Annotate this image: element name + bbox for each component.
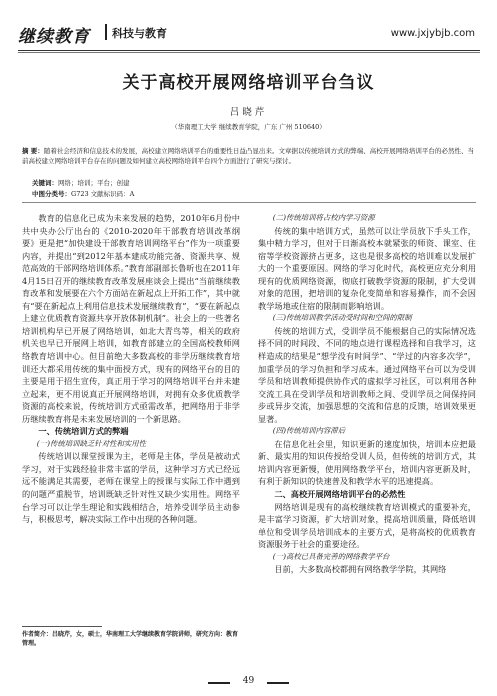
body-paragraph: 传统培训以课堂授课为主，老师是主体，学员是被动式学习，对于实践经验非常丰富的学员，这种学习方式已经远远不能满足其需要，老师在课堂上的授课与实际工作中遇到的问题严重脱节，培训既缺乏针对性又缺少实用性。网络平台学习可以让学生理论和实践相结合，培养受训学员主动参与，积极思考，解决实际工作中出现的各种问题。 (22, 451, 240, 525)
section-heading: 一、传统培训方式的弊端 (38, 426, 129, 437)
page-header (0, 0, 497, 52)
abstract (22, 146, 474, 166)
body-paragraph: 教育的信息化已成为未来发展的趋势，2010年6月份中共中央办公厅出台的《2010-2020年干部教育培训改革纲要》更是把“加快建设干部教育培训网络平台”作为一项重要内容，并提出“到2012年基本建成功能完备、资源共享、规范高效的干部网络培训体系。”教育部副部长鲁昕也在2011年4月15日召开的继续教育改革发展座谈会上提出“当前继续教育改革和发展要在六个方面站在新起点上开拓工作”，其中就有“要在新起点上利用信息技术发展继续教育”，“要在新起点上建立优质教育资源共享开放体制机制”。社会上的一些著名培训机构早已开展了网络培训，如北大青鸟等，相关的政府机关也早已开展网上培训，如教育部建立的全国高校教师网络教育培训中心。但目前绝大多数高校的非学历继续教育培训还大都采用传统的集中面授方式，现有的网络平台的目的主要是用于招生宣传，真正用于学习的网络培训平台并未建立起来，更不用说真正开展网络培训，对拥有众多优质教学资源的高校来说，传统培训方式亟需改革，把网络用于非学历继续教育将是未来发展培训的一个新思路。 (22, 213, 240, 424)
abstract-label: 摘 要： (22, 147, 44, 155)
article-author: 吕晓芹 (229, 107, 268, 118)
body-paragraph: 传统的集中培训方式，虽然可以让学员放下手头工作，集中精力学习，但对于日渐高校本就紧张的师资、课室、住宿等学校资源挤占更多，这也是很多高校的培训难以发展扩大的一个重要原因。网络的学习化时代，高校更应充分利用现有的优质网络资源，彻底打破教学资源的限制，扩大受训对象的范围，把培训的复杂化变简单和容易操作，而不会因教学场地或住宿的限制而影响培训。 (258, 225, 476, 311)
body-paragraph: 在信息化社会里，知识更新的速度加快，培训本应把最新、最实用的知识传授给受训人员，但传统的培训方式，其培训内容更新慢，使用网络教学平台，培训内容更新及时，有利于新知识的快速普及和教学水平的迅速提高。 (258, 438, 476, 487)
right-column (258, 212, 476, 576)
subsection-heading: (二)传统培训将占校内学习资源 (272, 213, 375, 222)
header-separator (105, 24, 107, 40)
body-paragraph: 网络培训是现有的高校继续教育培训模式的重要补充，是丰富学习资源，扩大培训对象，提高培训质量，降低培训单位和受训学员培训成本的主要方式，是将高校的优质教育资源服务于社会的重要途径。 (258, 501, 476, 550)
header-rule (18, 50, 480, 51)
subsection-heading: (一)传统培训缺乏针对性和实用性 (36, 438, 147, 448)
journal-url: www.jxjybjb.com (390, 28, 475, 39)
body-paragraph: 传统的培训方式，受训学员不能根据自己的实际情况选择不同的时间段、不同的地点进行课程选择和自我学习，这样造成的结果是“想学没有时间学”、“学过的内容多次学”，加重学员的学习负担和学习成本。通过网络平台可以为受训学员和培训教师提供协作式的虚拟学习社区，可以利用各种交流工具在受训学员和培训教师之间、受训学员之间保持同步或异步交流，加强思想的交流和信息的反馈，培训效果更显著。 (258, 325, 476, 424)
page-number-bar-right (267, 682, 289, 684)
abstract-text: 随着社会经济和信息技术的发展，高校建立网络培训平台的重要性日益凸显出来。文章据以传统培训方式的弊端、高校开展网络培训平台的必然性、当前高校建立网络培训平台存在的问题及如何建立高校网络培训平台四个方面进行了研究与探讨。 (22, 147, 475, 165)
clc-label: 中图分类号： (32, 190, 71, 198)
subsection-heading: (四)传统培训内容滞后 (272, 426, 346, 436)
keywords (32, 178, 130, 187)
section-heading: 二、高校开展网络培训平台的必然性 (274, 489, 406, 500)
author-affiliation: （华南理工大学 继续教育学院，广东 广州 510640） (171, 123, 326, 131)
journal-logo: 继续教育 (18, 27, 90, 47)
section-name: 科技与教育 (112, 27, 167, 40)
clc-text: G723 文献标识码：A (71, 190, 135, 198)
keywords-text: 网络；培训；平台；创建 (58, 179, 130, 187)
abstract-divider (22, 202, 476, 203)
page-number: 49 (242, 676, 255, 686)
keywords-label: 关键词： (32, 179, 58, 187)
classification (32, 189, 134, 198)
subsection-heading: (三)传统培训教学活动受时间和空间的限制 (272, 313, 412, 323)
article-title: 关于高校开展网络培训平台刍议 (122, 73, 375, 93)
header-rule-thin (18, 52, 480, 53)
body-paragraph: 目前，大多数高校都拥有网络教学学院，其网络 (274, 564, 447, 575)
author-footnote: 作者简介：吕晓芹，女，硕士，华南理工大学继续教育学院讲师，研究方向：教育管理。 (22, 631, 239, 647)
footnote-rule (22, 626, 102, 627)
left-column (22, 212, 240, 526)
subsection-heading: (一)高校已具备完善的网络教学平台 (272, 551, 390, 561)
